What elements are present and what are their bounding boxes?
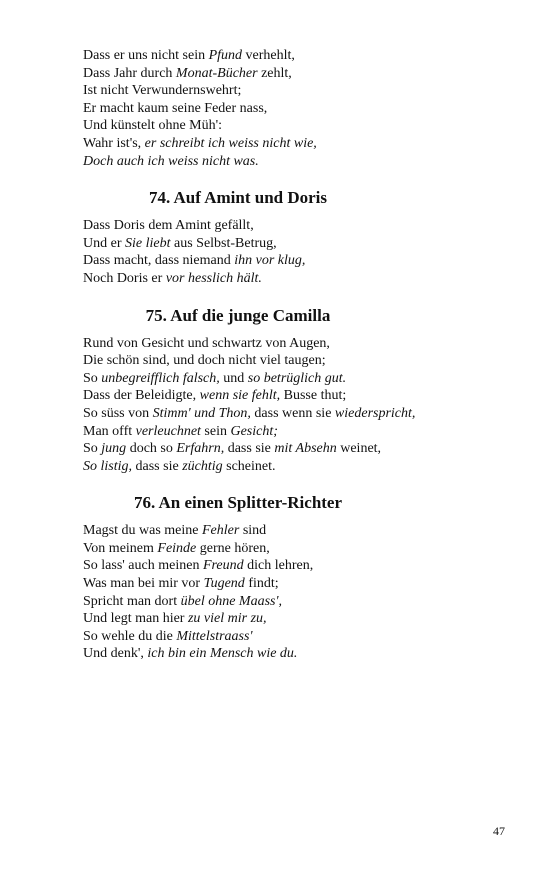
verse-text: So lass' auch meinen xyxy=(83,558,203,574)
verse-emphasis: so betrüglich gut. xyxy=(247,370,347,386)
verse-line xyxy=(83,117,493,135)
poem-stanza xyxy=(83,522,493,663)
verse-text: weinet, xyxy=(336,441,382,457)
verse-emphasis: Stimm' und Thon, xyxy=(152,405,251,421)
verse-text: Noch Doris er xyxy=(83,270,166,286)
verse-text: So süss von xyxy=(83,405,153,421)
poem-stanza xyxy=(83,47,493,170)
verse-line xyxy=(83,65,493,83)
verse-line xyxy=(83,47,493,65)
verse-text: sein xyxy=(200,423,231,439)
poem-title: 74. Auf Amint und Doris xyxy=(148,188,328,208)
verse-text: dass wenn sie xyxy=(250,405,335,421)
verse-text: Spricht man dort xyxy=(83,593,181,609)
verse-line xyxy=(83,370,493,388)
verse-text: verhehlt, xyxy=(242,48,295,63)
verse-emphasis: ich bin ein Mensch wie du. xyxy=(147,646,298,662)
verse-emphasis: Fehler xyxy=(201,523,240,539)
verse-text: Und er xyxy=(83,235,125,251)
verse-emphasis: jung xyxy=(101,441,127,457)
verse-line xyxy=(83,458,493,476)
verse-line xyxy=(83,135,493,153)
verse-text: Man offt xyxy=(83,423,136,439)
verse-text: Er macht kaum seine Feder nass, xyxy=(83,100,268,116)
poem-stanza xyxy=(83,217,493,287)
verse-line xyxy=(83,575,493,593)
verse-text: Wahr ist's, xyxy=(83,135,145,151)
verse-text: gerne hören, xyxy=(196,540,270,556)
verse-text: Dass Jahr durch xyxy=(83,65,176,81)
verse-text: Und künstelt ohne Müh': xyxy=(83,118,223,134)
verse-emphasis: unbegreifflich falsch, xyxy=(101,370,220,386)
verse-text: dass sie xyxy=(224,441,275,457)
verse-emphasis: Monat-Bücher xyxy=(175,65,258,81)
verse-line xyxy=(83,252,493,270)
verse-emphasis: ihn vor klug, xyxy=(234,253,306,269)
verse-emphasis: Erfahrn, xyxy=(176,441,225,457)
verse-line xyxy=(83,628,493,646)
verse-line xyxy=(83,335,493,353)
verse-text: Die schön sind, und doch nicht viel taugen; xyxy=(83,353,326,369)
verse-emphasis: So listig, xyxy=(83,458,133,474)
verse-text: Und legt man hier xyxy=(83,611,188,627)
verse-emphasis: wiederspricht, xyxy=(334,405,416,421)
poem-stanza xyxy=(83,335,493,476)
verse-line xyxy=(83,423,493,441)
verse-emphasis: mit Absehn xyxy=(274,441,337,457)
verse-text: Dass Doris dem Amint gefällt, xyxy=(83,218,254,234)
verse-line xyxy=(83,557,493,575)
verse-text: Dass er uns nicht sein xyxy=(83,48,209,63)
verse-line xyxy=(83,440,493,458)
verse-text: Und denk', xyxy=(83,646,148,662)
verse-line xyxy=(83,100,493,118)
verse-text: Busse thut; xyxy=(280,388,347,404)
verse-line xyxy=(83,217,493,235)
verse-line xyxy=(83,270,493,288)
verse-emphasis: wenn sie fehlt, xyxy=(199,388,281,404)
verse-text: Von meinem xyxy=(83,540,158,556)
verse-line xyxy=(83,522,493,540)
verse-line xyxy=(83,540,493,558)
verse-text: scheinet. xyxy=(222,458,276,474)
verse-text: dass sie xyxy=(132,458,183,474)
verse-emphasis: Feinde xyxy=(157,540,197,556)
verse-line xyxy=(83,610,493,628)
verse-emphasis: Mittelstraass' xyxy=(176,628,253,644)
verse-line xyxy=(83,352,493,370)
verse-text: dich lehren, xyxy=(243,558,314,574)
verse-emphasis: übel ohne Maass', xyxy=(180,593,282,609)
poem-title: 76. An einen Splitter-Richter xyxy=(133,493,343,513)
verse-emphasis: Pfund xyxy=(208,48,243,63)
verse-emphasis: er schreibt ich weiss nicht wie, xyxy=(144,135,317,151)
verse-emphasis: Doch auch ich weiss nicht was. xyxy=(83,153,259,169)
verse-line xyxy=(83,405,493,423)
verse-emphasis: Gesicht; xyxy=(230,423,278,439)
verse-text: zehlt, xyxy=(257,65,292,81)
verse-text: aus Selbst-Betrug, xyxy=(170,235,277,251)
verse-line xyxy=(83,593,493,611)
verse-text: sind xyxy=(239,523,267,539)
verse-emphasis: züchtig xyxy=(182,458,223,474)
verse-emphasis: vor hesslich hält. xyxy=(165,270,262,286)
verse-text: doch so xyxy=(126,441,177,457)
verse-emphasis: Tugend xyxy=(203,576,245,592)
verse-text: findt; xyxy=(244,576,279,592)
verse-emphasis: Sie liebt xyxy=(125,235,171,251)
verse-line xyxy=(83,82,493,100)
verse-text: So xyxy=(83,441,102,457)
verse-line xyxy=(83,645,493,663)
verse-emphasis: zu viel mir zu, xyxy=(187,611,267,627)
verse-line xyxy=(83,153,493,171)
page-body xyxy=(83,47,493,663)
poem-title: 75. Auf die junge Camilla xyxy=(145,305,331,325)
verse-emphasis: verleuchnet xyxy=(135,423,201,439)
verse-text: und xyxy=(219,370,248,386)
verse-text: Dass macht, dass niemand xyxy=(83,253,235,269)
verse-text: So wehle du die xyxy=(83,628,177,644)
verse-text: Ist nicht Verwundernswehrt; xyxy=(83,83,242,99)
page-number: 47 xyxy=(493,824,505,838)
verse-text: Rund von Gesicht und schwartz von Augen, xyxy=(83,335,330,351)
verse-line xyxy=(83,387,493,405)
verse-text: So xyxy=(83,370,102,386)
verse-line xyxy=(83,235,493,253)
verse-text: Dass der Beleidigte, xyxy=(83,388,200,404)
verse-text: Was man bei mir vor xyxy=(83,576,204,592)
verse-text: Magst du was meine xyxy=(83,523,202,539)
verse-emphasis: Freund xyxy=(202,558,244,574)
